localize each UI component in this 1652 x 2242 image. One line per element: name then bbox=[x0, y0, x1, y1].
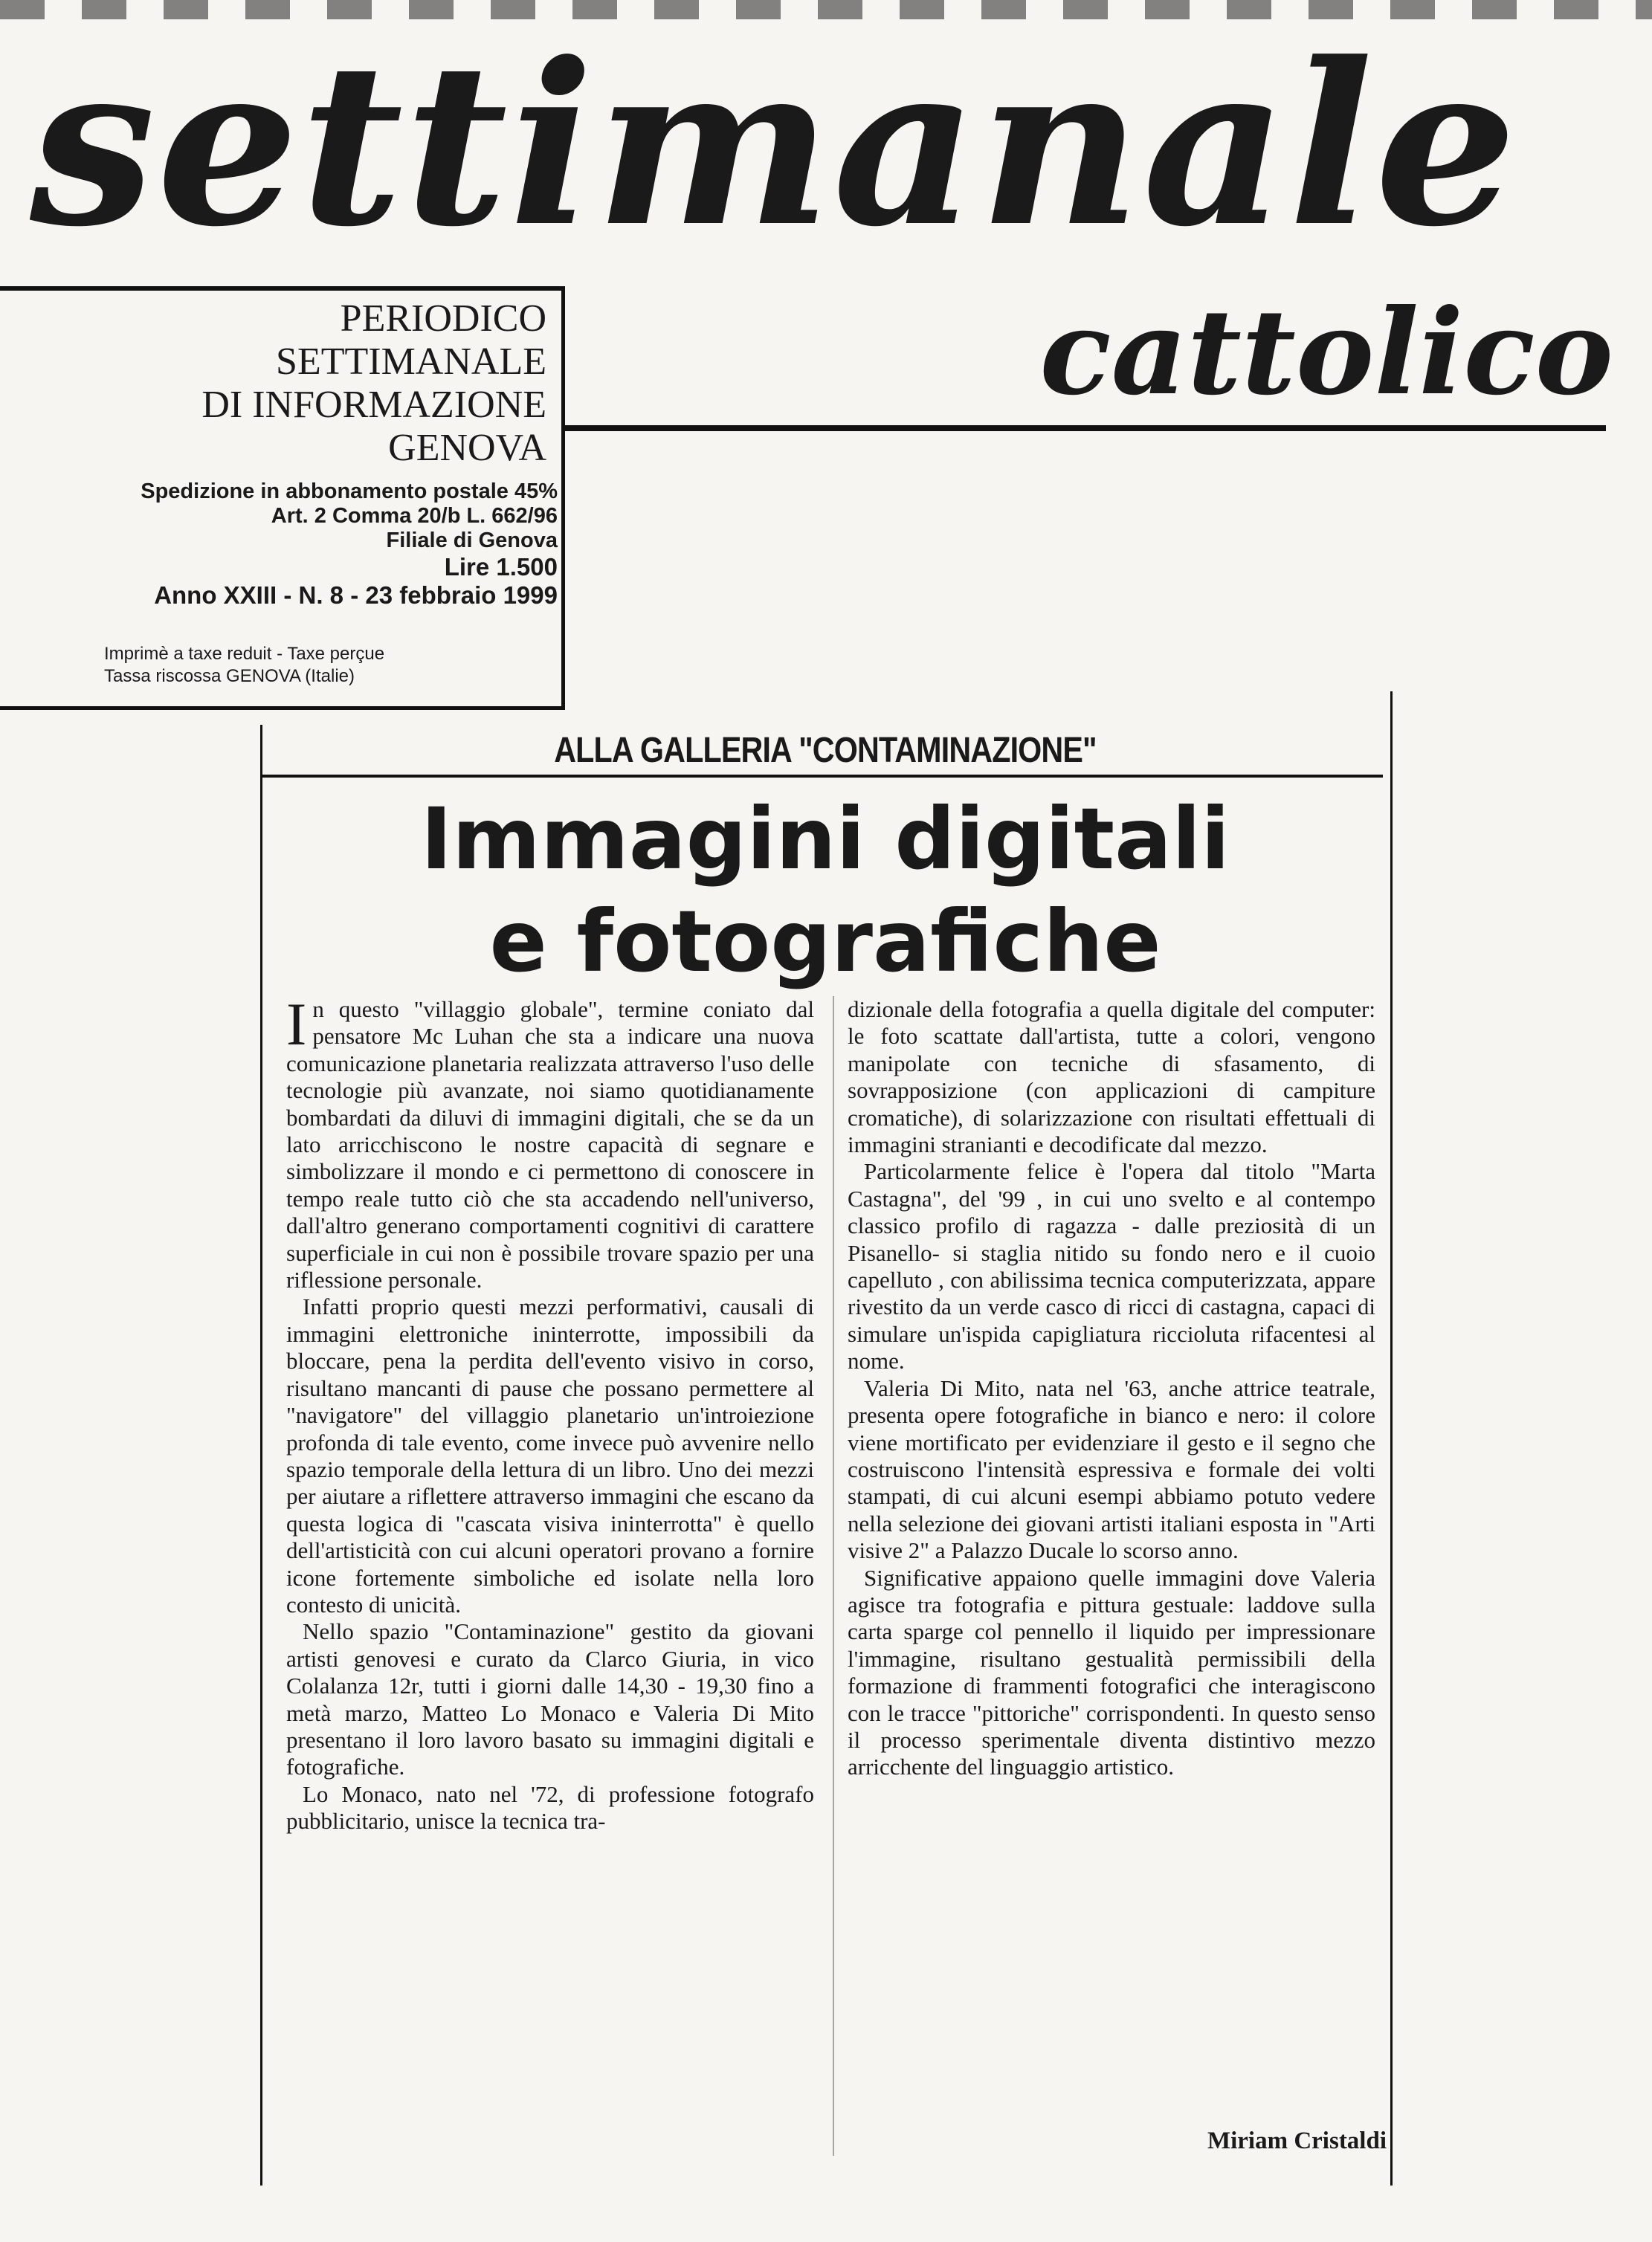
publication-city: GENOVA bbox=[388, 427, 546, 469]
article-paragraph: Valeria Di Mito, nata nel '63, anche attrice teatrale, presenta opere fotografiche in bianco e nero: il colore viene mortificato per evidenziare il gesto e il segno che costruiscono l'intensità espressiva e formale dei volti stampati, di cui alcuni esempi abbiamo potuto vedere nella selezione dei giovani artisti italiani esposta in "Arti visive 2" a Palazzo Ducale lo scorso anno. bbox=[848, 1374, 1375, 1564]
masthead-rule-bottom bbox=[0, 706, 565, 710]
article-paragraph: Infatti proprio questi mezzi performativi, causali di immagini elettroniche ininterrotte, impossibili da bloccare, pena la perdita dell'evento visivo in corso, risultano mancanti di pause che possano permettere al "navigatore" del villaggio planetario un'introiezione profonda di tale evento, come invece può avvenire nello spazio temporale della lettura di un libro. Uno dei mezzi per aiutare a riflettere attraverso immagini che escano da questa logica di "cascata visiva ininterrotta" è quello dell'artisticità con cui alcuni operatori provano a fornire icone fortemente simboliche ed isolate nella loro contesto di unicità. bbox=[286, 1293, 814, 1618]
masthead-subtitle: cattolico bbox=[1039, 284, 1613, 421]
article-paragraph: Nello spazio "Contaminazione" gestito da giovani artisti genovesi e curato da Clarco Giuria, in vico Colalanza 12r, tutti i giorni dalle 14,30 - 19,30 fino a metà marzo, Matteo Lo Monaco e Valeria Di Mito presentano il loro lavoro basato su immagini digitali e fotografiche. bbox=[286, 1618, 814, 1780]
postal-line: Art. 2 Comma 20/b L. 662/96 bbox=[271, 504, 558, 528]
article-kicker: ALLA GALLERIA "CONTAMINAZIONE" bbox=[554, 731, 1097, 770]
column-divider bbox=[833, 996, 834, 2156]
postage-note bbox=[104, 643, 520, 688]
publication-line: PERIODICO bbox=[340, 297, 546, 340]
masthead-rule-left bbox=[0, 286, 561, 291]
article-border-left bbox=[260, 725, 262, 2186]
postal-info bbox=[7, 479, 558, 610]
headline-line: e fotografiche bbox=[489, 892, 1161, 991]
masthead-rule-vertical bbox=[561, 286, 565, 710]
headline-line: Immagini digitali bbox=[420, 789, 1230, 888]
issue-date: Anno XXIII - N. 8 - 23 febbraio 1999 bbox=[154, 581, 558, 609]
scan-edge-artifact bbox=[0, 0, 1652, 19]
article-column-right bbox=[848, 996, 1375, 2159]
publication-line: SETTIMANALE bbox=[276, 340, 546, 383]
article-column-left bbox=[286, 996, 814, 2159]
article-border-right bbox=[1390, 691, 1393, 2186]
article-paragraph: dizionale della fotografia a quella digitale del computer: le foto scattate dall'artista, tutte a colori, vengono manipolate con tecniche di sfasamento, di sovrapposizione (con applicazioni di campiture cromatiche), di solarizzazione con risultati effettuali di immagini stranianti e decodificate dal mezzo. bbox=[848, 996, 1375, 1158]
publication-line: DI INFORMAZIONE bbox=[201, 384, 546, 426]
postal-line: Spedizione in abbonamento postale 45% bbox=[141, 479, 558, 503]
kicker-rule bbox=[260, 775, 1383, 778]
article-paragraph: In questo "villaggio globale", termine coniato dal pensatore Mc Luhan che sta a indicare una nuova comunicazione planetaria realizzata attraverso l'uso delle tecnologie più avanzate, noi siamo quotidianamente bombardati da diluvi di immagini digitali, che se da un lato arricchiscono le nostre capacità di segnare e simbolizzare il mondo e ci permettono di conoscere in tempo reale tutto ciò che sta accadendo nell'universo, dall'altro generano comportamenti cognitivi di carattere superficiale in cui non è possibile trovare spazio per una riflessione personale. bbox=[286, 996, 814, 1293]
drop-cap: I bbox=[286, 996, 307, 1058]
postage-line: Imprimè a taxe reduit - Taxe perçue bbox=[104, 644, 385, 664]
postage-line: Tassa riscossa GENOVA (Italie) bbox=[104, 666, 355, 686]
masthead-rule-right bbox=[565, 425, 1606, 431]
author-byline: Miriam Cristaldi bbox=[1207, 2128, 1387, 2154]
price: Lire 1.500 bbox=[444, 553, 558, 581]
article-paragraph: Significative appaiono quelle immagini dove Valeria agisce tra fotografia e pittura gestuale: laddove sulla carta sparge col pennello il liquido per impressionare l'immagine, risultano gestualità permissibili della formazione di frammenti fotografici che interagiscono con le tracce "pittoriche" corrispondenti. In questo senso il processo sperimentale diventa distintivo mezzo arricchente del linguaggio artistico. bbox=[848, 1564, 1375, 1780]
article-paragraph: Lo Monaco, nato nel '72, di professione fotografo pubblicitario, unisce la tecnica tra- bbox=[286, 1780, 814, 1835]
article-headline bbox=[268, 788, 1383, 993]
article-paragraph: Particolarmente felice è l'opera dal titolo "Marta Castagna", del '99 , in cui uno svelto e al contempo classico profilo di ragazza - dalle preziosità di un Pisanello- si staglia nitido su fondo nero e il cuoio capelluto , con abilissima tecnica computerizzata, appare rivestito da un verde casco di ricci di castagna, capaci di simulare un'ispida capigliatura riccioluta rifacentesi al nome. bbox=[848, 1158, 1375, 1374]
masthead-title: settimanale bbox=[30, 30, 1519, 260]
postal-line: Filiale di Genova bbox=[386, 529, 558, 552]
publication-info bbox=[52, 297, 546, 476]
